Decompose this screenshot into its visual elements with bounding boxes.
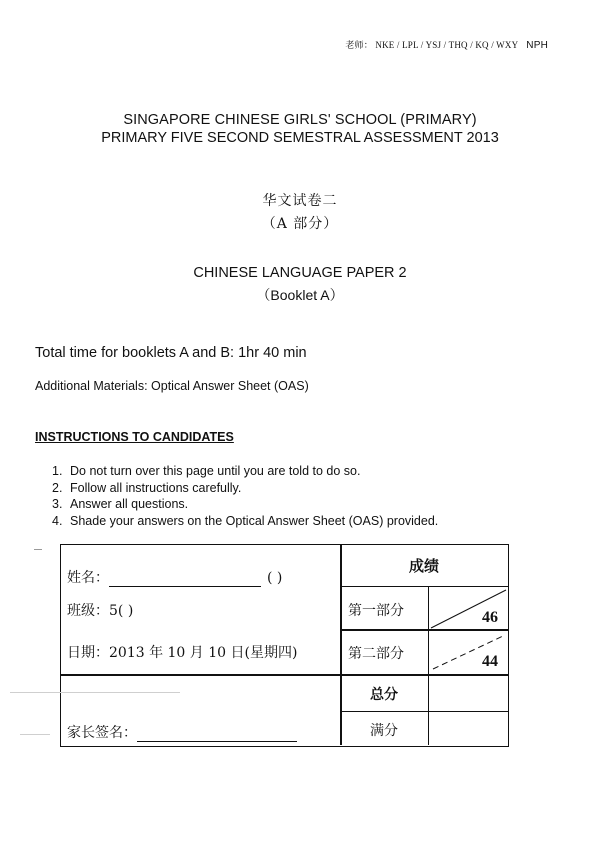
score-row-line	[340, 711, 508, 712]
scan-noise	[20, 734, 50, 735]
total-time: Total time for booklets A and B: 1hr 40 min	[35, 345, 307, 361]
instructions-list	[52, 463, 438, 529]
register-number-paren: ( )	[267, 570, 283, 586]
instruction-number: 2.	[52, 480, 63, 495]
instruction-item	[52, 513, 438, 530]
chinese-paper-title: 华文试卷二	[262, 193, 338, 209]
teacher-nph: NPH	[526, 40, 548, 51]
parent-signature-field	[67, 722, 297, 742]
instruction-text: Follow all instructions carefully.	[70, 480, 242, 495]
instruction-text: Do not turn over this page until you are told to do so.	[70, 464, 361, 478]
instruction-number: 3.	[52, 497, 63, 511]
date-field: 日期：2013 年 10 月 10 日(星期四)	[67, 645, 298, 661]
parent-signature-label: 家长签名：	[67, 725, 137, 741]
full-marks-label: 满分	[370, 723, 398, 739]
instruction-number: 4.	[52, 513, 63, 528]
instruction-text: Shade your answers on the Optical Answer Sheet (OAS) provided.	[70, 513, 439, 528]
additional-materials: Additional Materials: Optical Answer Sheet (OAS)	[35, 379, 309, 393]
teacher-codes	[345, 38, 548, 51]
paper-title: CHINESE LANGUAGE PAPER 2	[193, 265, 407, 281]
score-row-line	[340, 674, 508, 676]
info-row-line	[61, 674, 341, 676]
part2-max-score: 44	[482, 653, 498, 670]
instruction-text: Answer all questions.	[70, 497, 189, 511]
scan-noise	[34, 549, 42, 550]
instruction-item	[52, 496, 438, 513]
instruction-item	[52, 480, 438, 497]
school-name: SINGAPORE CHINESE GIRLS' SCHOOL (PRIMARY)	[123, 112, 477, 128]
booklet-label: （Booklet A）	[256, 287, 344, 303]
instruction-number: 1.	[52, 464, 63, 478]
instruction-item	[52, 463, 438, 480]
results-heading: 成绩	[408, 557, 439, 575]
part1-max-score: 46	[482, 609, 498, 626]
instructions-heading: INSTRUCTIONS TO CANDIDATES	[35, 430, 234, 444]
name-blank[interactable]	[109, 572, 261, 587]
name-field	[67, 567, 282, 587]
part1-label: 第一部分	[348, 603, 404, 619]
scan-noise	[10, 692, 180, 693]
part2-label: 第二部分	[348, 646, 404, 662]
total-score-label: 总分	[370, 687, 398, 703]
parent-signature-blank[interactable]	[137, 729, 297, 742]
chinese-section-label: （A 部分）	[261, 216, 339, 232]
teacher-list: 老师： NKE / LPL / YSJ / THQ / KQ / WXY	[345, 40, 519, 50]
name-label: 姓名：	[67, 570, 109, 586]
assessment-title: PRIMARY FIVE SECOND SEMESTRAL ASSESSMENT 2013	[101, 130, 499, 146]
class-field: 班级：5( )	[67, 603, 134, 619]
student-score-table	[60, 544, 509, 747]
